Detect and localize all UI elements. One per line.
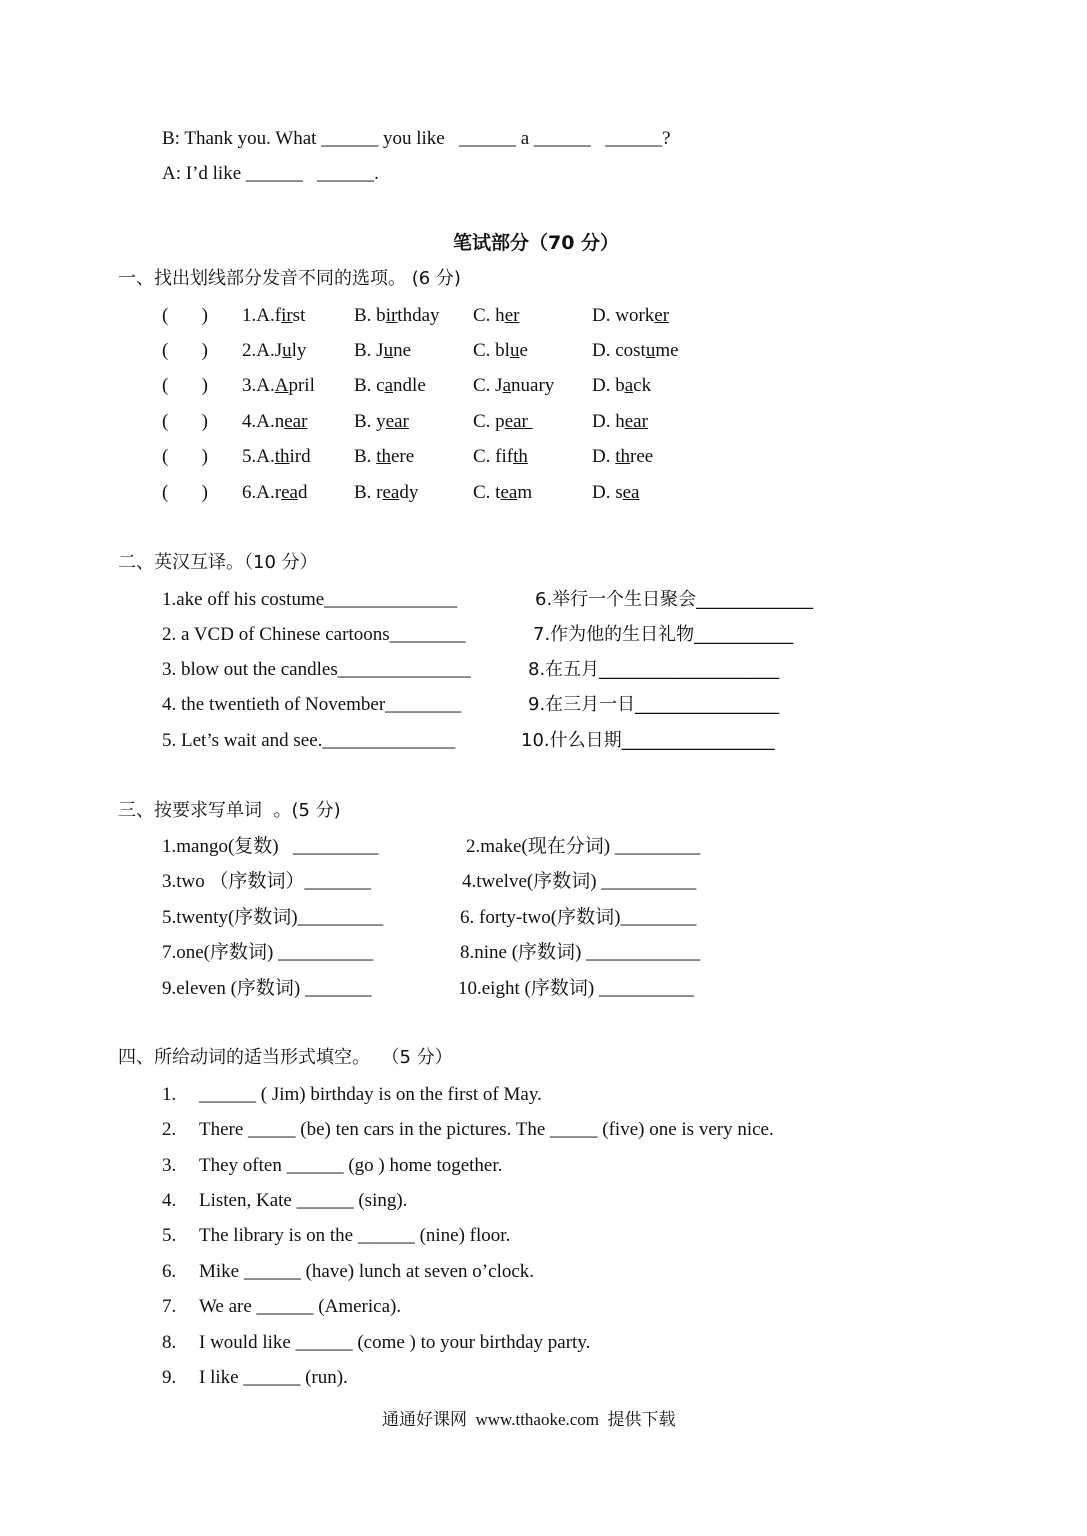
fill-in-sentence: There _____ (be) ten cars in the pictures. The _____ (five) one is very nice. [199,1119,774,1140]
fill-in-sentence: I would like ______ (come ) to your birthday party. [199,1332,591,1353]
dialog-line-a: A: I’d like ______ ______. [162,163,379,184]
section4-heading: 四、所给动词的适当形式填空。 （5 分） [118,1047,453,1068]
underlined-letters: A [274,375,289,396]
fill-in-number: 3. [162,1155,177,1176]
option-c: C. her [473,305,520,326]
fill-in-number: 4. [162,1190,177,1211]
word-form-item: 1.mango(复数) _________ [162,836,379,857]
fill-in-number: 2. [162,1119,177,1140]
exam-section-title: 笔试部分（70 分） [453,232,620,254]
word-form-item: 5.twenty(序数词)_________ [162,907,384,928]
word-form-item: 9.eleven (序数词) _______ [162,978,372,999]
underlined-letters: u [282,340,292,361]
underlined-letters: ear [624,411,648,432]
option-c: C. blue [473,340,528,361]
word-form-item: 7.one(序数词) __________ [162,942,374,963]
word-form-item: 10.eight (序数词) __________ [458,978,694,999]
underlined-letters: er [654,305,670,326]
underlined-letters: th [615,446,631,467]
answer-bracket: ( ) [162,411,208,432]
word-form-item: 4.twelve(序数词) __________ [462,871,697,892]
option-a: 5.A.third [242,446,311,467]
underlined-letters: u [645,340,656,361]
fill-in-sentence: I like ______ (run). [199,1367,348,1388]
underlined-letters: a [502,375,512,396]
section2-heading: 二、英汉互译。（10 分） [118,552,318,573]
option-c: C. fifth [473,446,528,467]
page-footer: 通通好课网 www.tthaoke.com 提供下载 [382,1410,676,1429]
underlined-letters: ea [622,482,640,503]
option-d: D. hear [592,411,648,432]
word-form-item: 6. forty-two(序数词)________ [460,907,697,928]
option-d: D. back [592,375,652,396]
underlined-letters: ea [500,482,518,503]
translation-item-en: 1.ake off his costume______________ [162,589,458,610]
word-form-item: 8.nine (序数词) ____________ [460,942,701,963]
translation-item-cn: 7.作为他的生日礼物___________ [533,624,794,645]
option-a: 1.A.first [242,305,306,326]
answer-bracket: ( ) [162,340,208,361]
underlined-letters: u [383,340,394,361]
underlined-letters: u [509,340,520,361]
underlined-letters: ir [281,305,293,326]
fill-in-sentence: They often ______ (go ) home together. [199,1155,503,1176]
translation-item-en: 4. the twentieth of November________ [162,694,462,715]
underlined-letters: th [513,446,528,467]
fill-in-sentence: We are ______ (America). [199,1296,402,1317]
fill-in-sentence: Listen, Kate ______ (sing). [199,1190,408,1211]
underlined-letters: a [624,375,634,396]
option-a: 3.A.April [242,375,315,396]
translation-item-cn: 9.在三月一日________________ [528,694,780,715]
option-c: C. January [473,375,555,396]
dialog-line-b: B: Thank you. What ______ you like ______ a ______ ______? [162,128,671,149]
word-form-item: 3.two （序数词）_______ [162,871,372,892]
fill-in-number: 5. [162,1225,177,1246]
option-b: B. year [354,411,409,432]
translation-item-cn: 8.在五月____________________ [528,659,780,680]
translation-item-cn: 6.举行一个生日聚会_____________ [535,589,814,610]
answer-bracket: ( ) [162,446,208,467]
option-d: D. costume [592,340,679,361]
fill-in-number: 6. [162,1261,177,1282]
option-a: 2.A.July [242,340,307,361]
underlined-letters: ear [504,411,533,432]
fill-in-number: 8. [162,1332,177,1353]
underlined-letters: th [274,446,290,467]
translation-item-cn: 10.什么日期_________________ [521,730,775,751]
word-form-item: 2.make(现在分词) _________ [466,836,701,857]
translation-item-en: 3. blow out the candles______________ [162,659,471,680]
underlined-letters: ir [385,305,398,326]
section3-heading: 三、按要求写单词 。(5 分) [118,800,341,821]
option-c: C. pear [473,411,533,432]
option-a: 6.A.read [242,482,308,503]
underlined-letters: th [376,446,391,467]
option-d: D. three [592,446,654,467]
option-a: 4.A.near [242,411,308,432]
fill-in-number: 1. [162,1084,177,1105]
translation-item-en: 5. Let’s wait and see.______________ [162,730,456,751]
option-b: B. there [354,446,415,467]
fill-in-sentence: The library is on the ______ (nine) floor. [199,1225,511,1246]
option-b: B. ready [354,482,419,503]
fill-in-sentence: ______ ( Jim) birthday is on the first of May. [199,1084,542,1105]
option-b: B. candle [354,375,426,396]
answer-bracket: ( ) [162,482,208,503]
underlined-letters: er [504,305,520,326]
underlined-letters: ear [385,411,409,432]
option-d: D. worker [592,305,670,326]
fill-in-sentence: Mike ______ (have) lunch at seven o’clock. [199,1261,535,1282]
underlined-letters: ea [281,482,298,503]
fill-in-number: 9. [162,1367,177,1388]
fill-in-number: 7. [162,1296,177,1317]
translation-item-en: 2. a VCD of Chinese cartoons________ [162,624,466,645]
underlined-letters: a [384,375,394,396]
option-d: D. sea [592,482,640,503]
underlined-letters: ear [284,411,308,432]
answer-bracket: ( ) [162,305,208,326]
option-b: B. birthday [354,305,440,326]
option-b: B. June [354,340,412,361]
underlined-letters: ea [382,482,400,503]
answer-bracket: ( ) [162,375,208,396]
section1-heading: 一、找出划线部分发音不同的选项。 (6 分) [118,268,461,289]
option-c: C. team [473,482,533,503]
